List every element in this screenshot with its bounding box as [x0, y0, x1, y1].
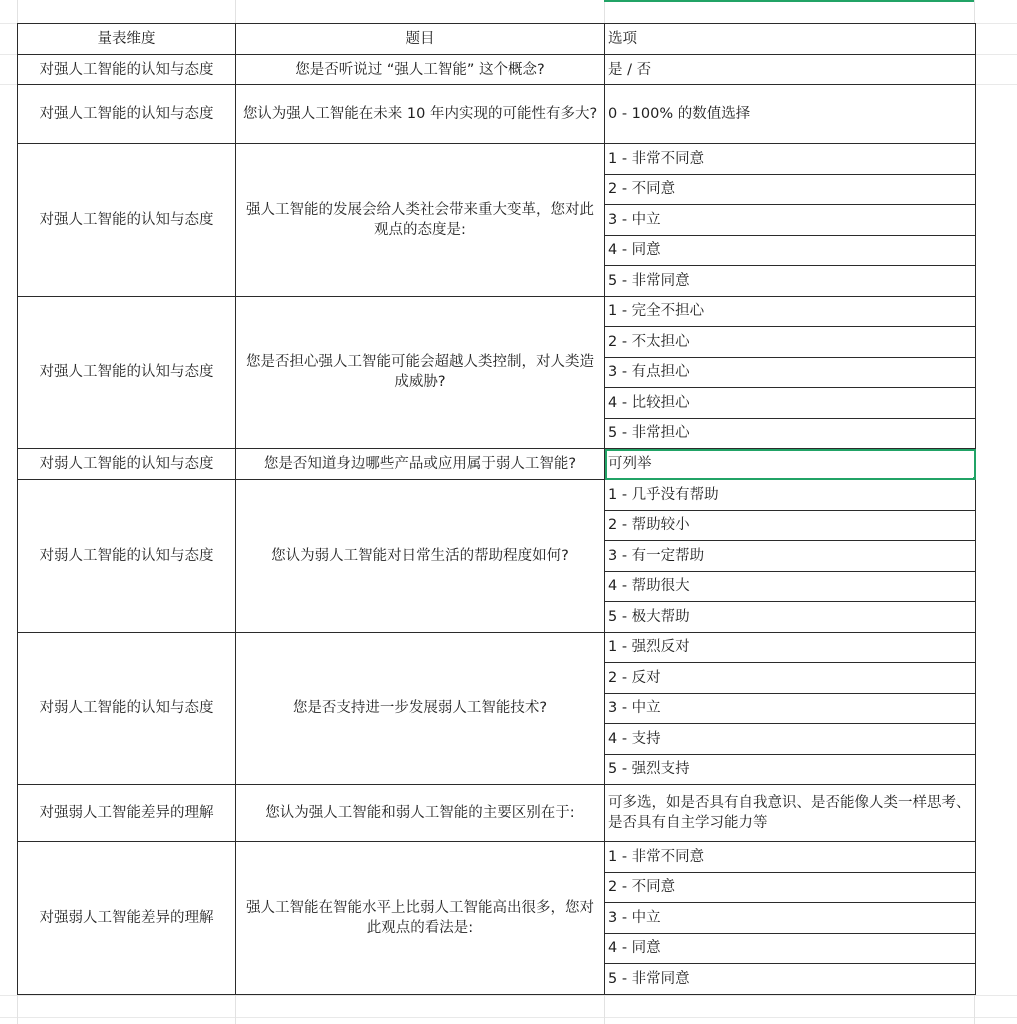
- option-cell[interactable]: 1 - 强烈反对: [605, 632, 976, 663]
- option-cell[interactable]: 0 - 100% 的数值选择: [605, 85, 976, 144]
- option-cell[interactable]: 是 / 否: [605, 55, 976, 85]
- header-row: [18, 24, 976, 55]
- option-cell[interactable]: 3 - 中立: [605, 903, 976, 934]
- option-cell[interactable]: 2 - 不同意: [605, 174, 976, 205]
- header-dimension[interactable]: 量表维度: [18, 24, 236, 55]
- question-cell[interactable]: 您是否听说过 “强人工智能” 这个概念?: [236, 55, 605, 85]
- header-options[interactable]: 选项: [605, 24, 976, 55]
- question-cell[interactable]: 您是否支持进一步发展弱人工智能技术?: [236, 632, 605, 785]
- table-row: [18, 632, 976, 663]
- dimension-cell[interactable]: 对强人工智能的认知与态度: [18, 55, 236, 85]
- option-cell[interactable]: 3 - 有一定帮助: [605, 541, 976, 572]
- dimension-cell[interactable]: 对强人工智能的认知与态度: [18, 144, 236, 297]
- option-cell[interactable]: 4 - 同意: [605, 933, 976, 964]
- table-row: [18, 296, 976, 327]
- option-cell[interactable]: 5 - 非常同意: [605, 964, 976, 995]
- option-cell[interactable]: 3 - 有点担心: [605, 357, 976, 388]
- table-row: [18, 144, 976, 175]
- table-row: [18, 480, 976, 511]
- survey-table: [17, 23, 976, 995]
- option-cell[interactable]: 2 - 帮助较小: [605, 510, 976, 541]
- option-cell[interactable]: 1 - 非常不同意: [605, 144, 976, 175]
- dimension-cell[interactable]: 对弱人工智能的认知与态度: [18, 632, 236, 785]
- gridline: [0, 995, 1017, 996]
- dimension-cell[interactable]: 对强人工智能的认知与态度: [18, 296, 236, 449]
- option-cell[interactable]: 2 - 反对: [605, 663, 976, 694]
- question-cell[interactable]: 您认为强人工智能和弱人工智能的主要区别在于:: [236, 785, 605, 842]
- option-cell[interactable]: 可多选，如是否具有自我意识、是否能像人类一样思考、是否具有自主学习能力等: [605, 785, 976, 842]
- selected-column-indicator: [604, 0, 974, 2]
- option-cell[interactable]: 2 - 不太担心: [605, 327, 976, 358]
- question-cell[interactable]: 强人工智能在智能水平上比弱人工智能高出很多，您对此观点的看法是:: [236, 842, 605, 995]
- option-cell[interactable]: 3 - 中立: [605, 693, 976, 724]
- option-cell[interactable]: 4 - 支持: [605, 724, 976, 755]
- dimension-cell[interactable]: 对弱人工智能的认知与态度: [18, 449, 236, 480]
- table-row: [18, 85, 976, 144]
- header-question[interactable]: 题目: [236, 24, 605, 55]
- option-cell[interactable]: 1 - 非常不同意: [605, 842, 976, 873]
- option-cell[interactable]: 5 - 强烈支持: [605, 754, 976, 785]
- dimension-cell[interactable]: 对强弱人工智能差异的理解: [18, 785, 236, 842]
- option-cell[interactable]: 4 - 比较担心: [605, 388, 976, 419]
- table-row: [18, 449, 976, 480]
- question-cell[interactable]: 您认为强人工智能在未来 10 年内实现的可能性有多大?: [236, 85, 605, 144]
- dimension-cell[interactable]: 对强人工智能的认知与态度: [18, 85, 236, 144]
- option-cell[interactable]: 4 - 帮助很大: [605, 571, 976, 602]
- question-cell[interactable]: 强人工智能的发展会给人类社会带来重大变革，您对此观点的态度是:: [236, 144, 605, 297]
- option-cell[interactable]: 4 - 同意: [605, 235, 976, 266]
- dimension-cell[interactable]: 对弱人工智能的认知与态度: [18, 480, 236, 633]
- question-cell[interactable]: 您认为弱人工智能对日常生活的帮助程度如何?: [236, 480, 605, 633]
- option-cell[interactable]: 2 - 不同意: [605, 872, 976, 903]
- option-cell[interactable]: 5 - 非常同意: [605, 266, 976, 297]
- option-cell[interactable]: 5 - 非常担心: [605, 418, 976, 449]
- table-row: [18, 55, 976, 85]
- gridline: [0, 1017, 1017, 1018]
- question-cell[interactable]: 您是否担心强人工智能可能会超越人类控制，对人类造成威胁?: [236, 296, 605, 449]
- option-cell[interactable]: 3 - 中立: [605, 205, 976, 236]
- option-cell[interactable]: 5 - 极大帮助: [605, 602, 976, 633]
- table-row: [18, 842, 976, 873]
- table-row: [18, 785, 976, 842]
- question-cell[interactable]: 您是否知道身边哪些产品或应用属于弱人工智能?: [236, 449, 605, 480]
- option-cell[interactable]: 1 - 完全不担心: [605, 296, 976, 327]
- option-cell[interactable]: 1 - 几乎没有帮助: [605, 480, 976, 511]
- selected-option-cell[interactable]: 可列举: [605, 449, 976, 480]
- dimension-cell[interactable]: 对强弱人工智能差异的理解: [18, 842, 236, 995]
